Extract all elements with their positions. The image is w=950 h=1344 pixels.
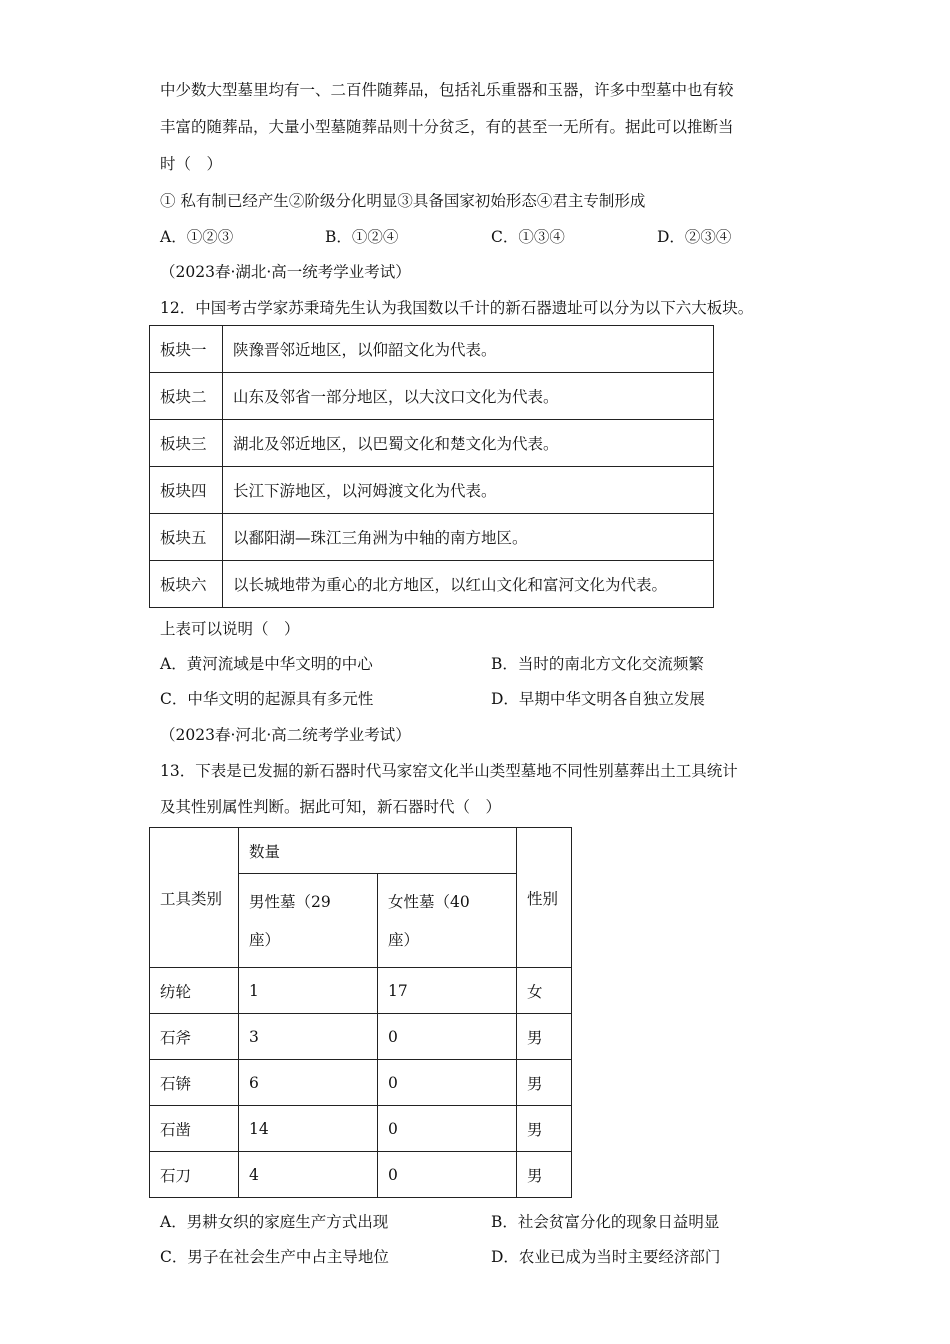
table-row	[150, 467, 714, 514]
q12-after-text: 上表可以说明（ ）	[160, 620, 300, 638]
q11-stem-line-1: 中少数大型墓里均有一、二百件随葬品，包括礼乐重器和玉器，许多中型墓中也有较	[160, 81, 734, 99]
table-row	[150, 326, 714, 373]
table-cell: 6	[239, 1060, 378, 1106]
table-cell: 0	[378, 1106, 517, 1152]
header-male-graves: 男性墓（29座）	[249, 892, 331, 949]
q13-option-d[interactable]: D．农业已成为当时主要经济部门	[491, 1248, 721, 1266]
q11-statements: ① 私有制已经产生②阶级分化明显③具备国家初始形态④君主专制形成	[160, 192, 646, 210]
table-row	[150, 561, 714, 608]
q11-option-b[interactable]: B．①②④	[325, 228, 399, 246]
q13-option-c[interactable]: C．男子在社会生产中占主导地位	[160, 1248, 389, 1266]
table-cell: 14	[239, 1106, 378, 1152]
q13-option-b[interactable]: B．社会贫富分化的现象日益明显	[491, 1213, 720, 1231]
table-cell: 17	[378, 968, 517, 1014]
header-tool-type: 工具类别	[150, 828, 239, 968]
q12-option-b[interactable]: B．当时的南北方文化交流频繁	[491, 655, 704, 673]
table-cell: 女	[517, 968, 572, 1014]
q11-option-a[interactable]: A．①②③	[160, 228, 234, 246]
table-cell: 0	[378, 1060, 517, 1106]
q11-option-c[interactable]: C．①③④	[491, 228, 565, 246]
table-cell: 板块二	[150, 373, 223, 420]
table-cell: 板块四	[150, 467, 223, 514]
header-female-graves: 女性墓（40座）	[388, 892, 470, 949]
q12-stem: 12．中国考古学家苏秉琦先生认为我国数以千计的新石器遗址可以分为以下六大板块。	[160, 299, 754, 317]
q12-table	[149, 325, 714, 608]
q12-option-c[interactable]: C．中华文明的起源具有多元性	[160, 690, 374, 708]
q11-stem-line-3: 时（ ）	[160, 155, 223, 173]
table-cell: 长江下游地区，以河姆渡文化为代表。	[223, 467, 714, 514]
q12-option-a[interactable]: A．黄河流域是中华文明的中心	[160, 655, 373, 673]
table-cell: 1	[239, 968, 378, 1014]
table-cell: 0	[378, 1014, 517, 1060]
table-row	[150, 1014, 572, 1060]
table-cell: 石刀	[150, 1152, 239, 1198]
header-gender: 性别	[517, 828, 572, 968]
table-cell: 男	[517, 1014, 572, 1060]
q12-source: （2023春·湖北·高一统考学业考试）	[160, 263, 411, 281]
table-cell: 3	[239, 1014, 378, 1060]
table-row	[150, 1152, 572, 1198]
table-cell: 4	[239, 1152, 378, 1198]
table-cell: 0	[378, 1152, 517, 1198]
table-cell: 板块三	[150, 420, 223, 467]
table-cell: 湖北及邻近地区，以巴蜀文化和楚文化为代表。	[223, 420, 714, 467]
table-row	[150, 514, 714, 561]
table-row	[150, 420, 714, 467]
header-quantity: 数量	[239, 828, 517, 874]
table-cell: 以鄱阳湖—珠江三角洲为中轴的南方地区。	[223, 514, 714, 561]
table-cell: 石锛	[150, 1060, 239, 1106]
table-row	[150, 968, 572, 1014]
table-cell: 板块六	[150, 561, 223, 608]
table-row	[150, 1060, 572, 1106]
table-cell: 山东及邻省一部分地区，以大汶口文化为代表。	[223, 373, 714, 420]
table-row	[150, 1106, 572, 1152]
q11-stem-line-2: 丰富的随葬品，大量小型墓随葬品则十分贫乏，有的甚至一无所有。据此可以推断当	[160, 118, 734, 136]
table-row	[150, 373, 714, 420]
table-cell: 陕豫晋邻近地区，以仰韶文化为代表。	[223, 326, 714, 373]
table-cell: 以长城地带为重心的北方地区，以红山文化和富河文化为代表。	[223, 561, 714, 608]
q13-table	[149, 827, 572, 1198]
q13-stem-line-1: 13．下表是已发掘的新石器时代马家窑文化半山类型墓地不同性别墓葬出土工具统计	[160, 762, 738, 780]
table-cell: 男	[517, 1152, 572, 1198]
q13-stem-line-2: 及其性别属性判断。据此可知，新石器时代（ ）	[160, 798, 502, 816]
table-header-row	[150, 828, 572, 874]
table-cell: 纺轮	[150, 968, 239, 1014]
table-cell: 男	[517, 1060, 572, 1106]
table-cell: 石凿	[150, 1106, 239, 1152]
table-cell: 男	[517, 1106, 572, 1152]
table-cell: 板块一	[150, 326, 223, 373]
q13-source: （2023春·河北·高二统考学业考试）	[160, 726, 411, 744]
table-cell: 石斧	[150, 1014, 239, 1060]
q12-option-d[interactable]: D．早期中华文明各自独立发展	[491, 690, 705, 708]
q11-option-d[interactable]: D．②③④	[657, 228, 732, 246]
table-cell: 板块五	[150, 514, 223, 561]
q13-option-a[interactable]: A．男耕女织的家庭生产方式出现	[160, 1213, 389, 1231]
